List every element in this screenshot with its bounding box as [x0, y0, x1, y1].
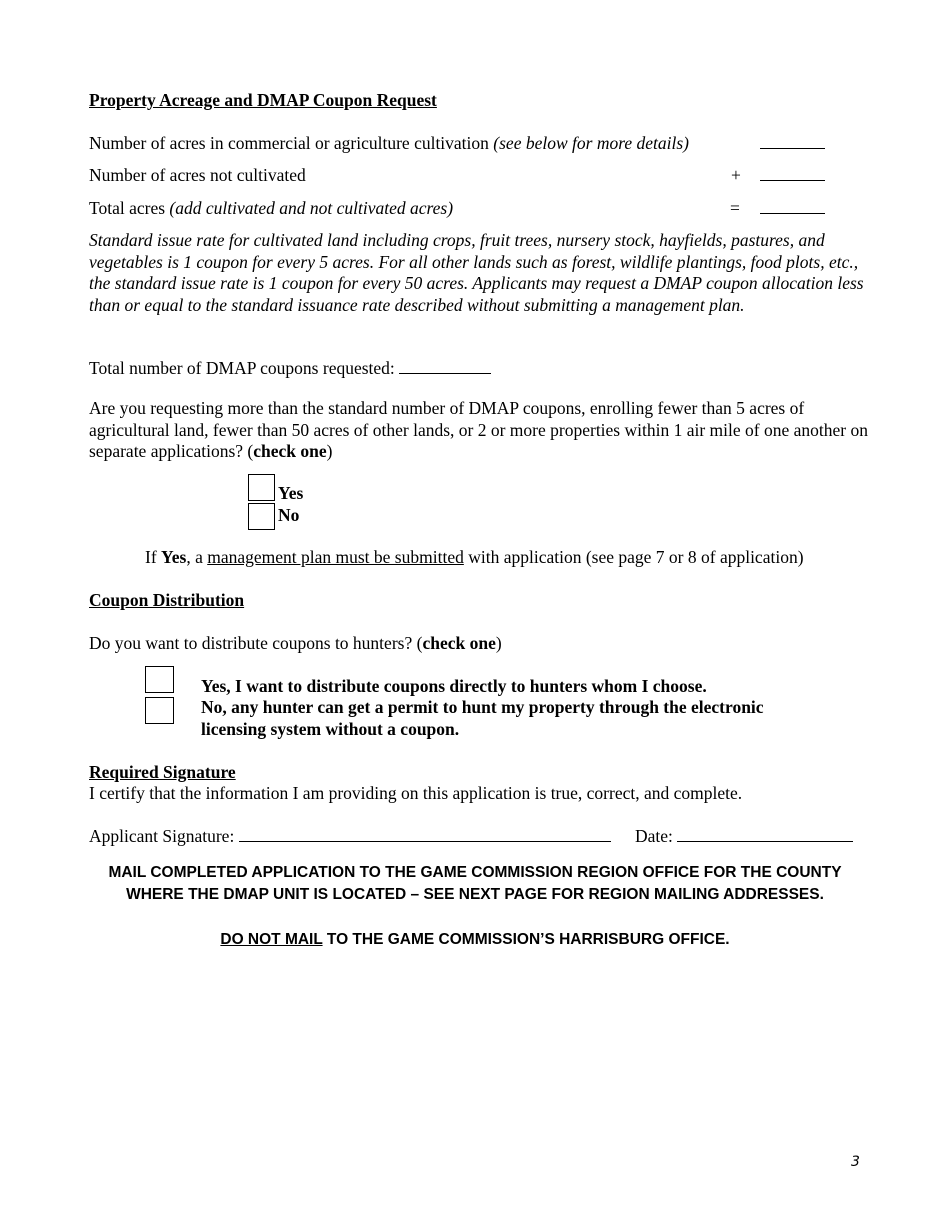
total-coupons-field[interactable]: [399, 359, 491, 374]
distribute-yes-label: Yes, I want to distribute coupons directly to hunters whom I choose.: [201, 676, 707, 696]
if-prefix: If: [145, 547, 157, 567]
section-title-coupon-distribution: Coupon Distribution: [89, 590, 245, 610]
issue-rate-note: Standard issue rate for cultivated land including crops, fruit trees, nursery stock, hayfields, pastures, and vegetables is 1 coupon for every 5 acres. For all other lands such as forest, wildlife plantings, food plots, etc., the standard issue rate is 1 coupon for every 50 acres. Applicants may request a DMAP coupon allocation less than or equal to the standard issuance rate described without submitting a management plan.: [89, 230, 864, 315]
distribute-yes-checkbox[interactable]: [145, 666, 174, 693]
total-acres-label: [89, 198, 453, 219]
equals-sign: =: [730, 198, 740, 218]
if-mid: , a: [186, 547, 203, 567]
total-coupons-label: Total number of DMAP coupons requested:: [89, 358, 395, 378]
plus-sign: +: [731, 165, 741, 185]
total-acres-text: Total acres: [89, 198, 166, 218]
page-number: 3: [851, 1154, 860, 1170]
signature-field[interactable]: [239, 827, 611, 842]
if-suffix: with application (see page 7 or 8 of application): [468, 547, 804, 567]
no-label: No: [278, 505, 300, 525]
management-plan-required: management plan must be submitted: [207, 547, 464, 567]
section-title-signature: Required Signature: [89, 762, 236, 782]
more-coupons-question: Are you requesting more than the standard number of DMAP coupons, enrolling fewer than 5 acres of agricultural land, fewer than 50 acres of other lands, or 2 or more properties within 1 air mile of one another on separate applications? (check one): [89, 398, 868, 461]
distribute-question: Do you want to distribute coupons to hunters? (check one): [89, 633, 502, 653]
distribute-check-one: check one: [422, 633, 496, 653]
section-title-acreage: Property Acreage and DMAP Coupon Request: [89, 90, 437, 110]
certify-statement: I certify that the information I am providing on this application is true, correct, and complete.: [89, 783, 743, 803]
total-coupons-row: [89, 358, 491, 379]
distribute-no-label: No, any hunter can get a permit to hunt my property through the electronic licensing system without a coupon.: [201, 697, 764, 739]
if-yes: Yes: [161, 547, 187, 567]
total-acres-field[interactable]: [760, 199, 825, 214]
more-coupons-question-text: Are you requesting more than the standard number of DMAP coupons, enrolling fewer than 5 acres of agricultural land, fewer than 50 acres of other lands, or 2 or more properties within 1 air mile of one another on separate applications?: [89, 398, 868, 461]
mail-instruction-line1: MAIL COMPLETED APPLICATION TO THE GAME COMMISSION REGION OFFICE FOR THE COUNTY: [108, 864, 842, 881]
date-row: [635, 826, 853, 847]
signature-row: [89, 826, 611, 847]
check-one-label: check one: [253, 441, 327, 461]
mail-instruction-line2: WHERE THE DMAP UNIT IS LOCATED – SEE NEXT PAGE FOR REGION MAILING ADDRESSES.: [126, 886, 824, 903]
total-acres-note: (add cultivated and not cultivated acres): [169, 198, 454, 218]
cultivated-acres-note: (see below for more details): [493, 133, 690, 153]
do-not-mail: DO NOT MAIL: [220, 931, 323, 948]
yes-label: Yes: [278, 483, 304, 503]
management-plan-note: [145, 547, 804, 568]
date-field[interactable]: [677, 827, 853, 842]
date-label: Date:: [635, 826, 673, 846]
do-not-mail-notice: [0, 931, 950, 949]
not-cultivated-acres-field[interactable]: [760, 166, 825, 181]
distribute-no-checkbox[interactable]: [145, 697, 174, 724]
cultivated-acres-text: Number of acres in commercial or agriculture cultivation: [89, 133, 489, 153]
yes-checkbox[interactable]: [248, 474, 275, 501]
not-cultivated-acres-label: Number of acres not cultivated: [89, 165, 306, 185]
signature-label: Applicant Signature:: [89, 826, 235, 846]
no-checkbox[interactable]: [248, 503, 275, 530]
cultivated-acres-label: [89, 133, 689, 154]
cultivated-acres-field[interactable]: [760, 134, 825, 149]
do-not-mail-rest: TO THE GAME COMMISSION’S HARRISBURG OFFICE.: [326, 931, 730, 948]
distribute-question-text: Do you want to distribute coupons to hunters?: [89, 633, 413, 653]
